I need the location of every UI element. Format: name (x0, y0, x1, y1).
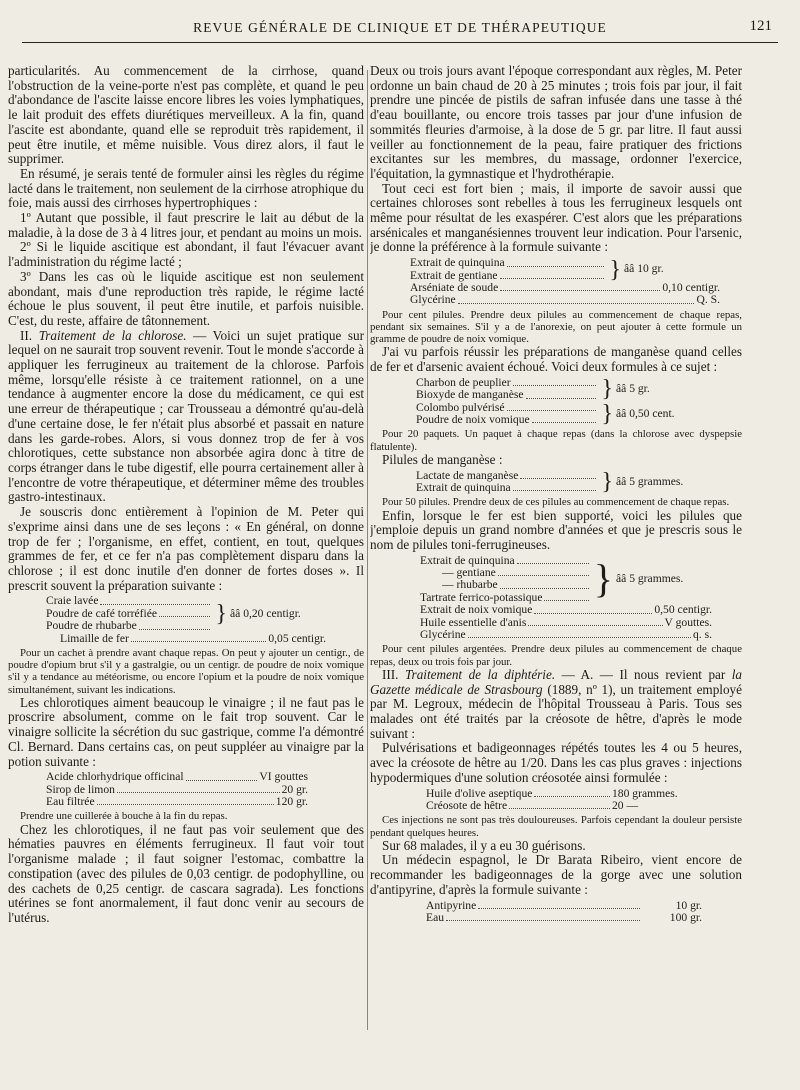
dose: V gouttes. (664, 615, 712, 629)
section-title: Traitement de la chlorose. (38, 327, 187, 343)
section-diphterie (370, 668, 742, 742)
footnote: Pour 50 pilules. Prendre deux de ces pilules au commencement de chaque repas. (382, 496, 730, 509)
dose: 0,05 centigr. (268, 631, 326, 645)
dose: 100 gr. (669, 910, 702, 924)
dose: ââ 5 grammes. (616, 474, 684, 488)
paragraph: Les chlorotiques aiment beaucoup le vinaigre ; il ne faut pas le proscrire absolument, comme on le fait trop souvent. Car le vinaigre sollicite la sécrétion du suc gastrique, comme l'a démontré Cl. Bernard. Dans certains cas, on peut suppléer au vinaigre par la potion suivante : (8, 694, 364, 769)
paragraph: Deux ou trois jours avant l'époque correspondant aux règles, M. Peter ordonne un bain chaud de 20 à 25 minutes ; trois fois par jour, il fait prendre une pincée de pistils de safran infusée dans une tasse à thé d'eau bouillante, ou encore trois tasses par jour d'une infusion de sommités fleuries d'armoise, à la dose de 5 gr. par litre. Il faut aussi veiller au fonctionnement de la peau, faire pratiquer des frictions excitantes sur les membres, du massage, ordonner l'exercice, l'équitation, la gymnastique et l'hydrothérapie. (370, 64, 742, 181)
footnote: Ces injections ne sont pas très douloureuses. Parfois cependant la douleur persiste pendant quelques heures. (370, 814, 742, 839)
ingredient: Extrait de quinquina (410, 257, 505, 270)
dose: ââ 10 gr. (624, 262, 664, 276)
footnote: Pour cent pilules. Prendre deux pilules au commencement de chaque repas, pendant six semaines. S'il y a de l'anorexie, on peut ajouter à cette formule un gramme de poudre de noix vomique. (370, 308, 742, 346)
section-number: III. (382, 666, 399, 682)
ingredient: Extrait de quinquina (420, 554, 515, 567)
paragraph: 2º Si le liquide ascitique est abondant, il faut l'évacuer avant l'administration du régime lacté ; (8, 239, 364, 270)
paragraph: J'ai vu parfois réussir les préparations de manganèse quand celles de fer et d'arsenic avaient échoué. Voici deux formules à ce sujet : (370, 344, 742, 375)
ingredient: Craie lavée (46, 595, 99, 608)
prescription-group (416, 470, 712, 495)
left-column (8, 64, 364, 926)
prescription-toni-ferrugineuses (420, 555, 712, 642)
prescription-group (410, 257, 720, 282)
dose: ââ 0,50 cent. (616, 406, 675, 420)
section-text: (1889, nº 1), un traitement employé par M. Legroux, médecin de l'hôpital Trousseau à Paris. Tous ses malades ont été traités par la créosote de hêtre, d'après le mode suivant : (370, 681, 742, 741)
ingredient: Colombo pulvérisé (416, 401, 505, 414)
ingredient: Créosote de hêtre (426, 799, 508, 812)
prescription-antipyrine (426, 900, 702, 925)
prescription-group (46, 595, 326, 632)
paragraph: Sur 68 malades, il y a eu 30 guérisons. (382, 837, 586, 853)
ingredient: Lactate de manganèse (416, 469, 519, 482)
dose: ââ 0,20 centigr. (230, 606, 301, 620)
paragraph: En résumé, je serais tenté de formuler ainsi les règles du régime lacté dans le traitement, non seulement de la cirrhose atrophique du foie, mais aussi des cirrhoses hypertrophiques : (8, 165, 364, 211)
section-text: — Voici un sujet pratique sur lequel on ne saurait trop souvent revenir. Tout le monde s'accorde à appliquer les ferrugineux au traitement de la chlorose. Parfois même, lorsqu'elle résiste à ce traitement rationnel, on a une tendance à augmenter encore la dose du médicament, ce qui est une erreur de thérapeutique ; car Trousseau a démontré qu'au-delà d'une certaine dose, le fer n'était plus absorbé et passait en nature dans les garde-robes. Alors, si vous donnez trop de fer à vos chlorotiques, cette substance non absorbée agira donc à titre de corps étranger dans le tube digestif, elle pourra certainement aller à l'encontre de votre thérapeutique, et déterminer même des troubles gastro-intestinaux. (8, 327, 364, 505)
ingredient: Huile d'olive aseptique (426, 787, 533, 800)
prescription-arsenic (410, 257, 720, 307)
ingredient: — gentiane (442, 567, 496, 580)
dose: 10 gr. (675, 898, 702, 912)
section-number: II. (20, 327, 33, 343)
paragraph: Un médecin espagnol, le Dr Barata Ribeiro, vient encore de recommander les badigeonnages de la gorge avec une solution d'antipyrine, d'après la formule suivante : (370, 852, 742, 897)
dose: 20 — (612, 798, 639, 812)
ingredient: Poudre de café torréfiée (46, 607, 158, 620)
paragraph: Je souscris donc entièrement à l'opinion de M. Peter qui s'exprime ainsi dans une de ses leçons : « En général, on donne trop de fer ; l'organisme, en effet, contient, en tout, quelques grammes de fer, et ce fer n'a pas complètement disparu dans la chlorose ; il est donc inutile d'en donner de fortes doses ». Il prescrit souvent la préparation suivante : (8, 504, 364, 593)
ingredient: Huile essentielle d'anis (420, 616, 527, 629)
ingredient: Extrait de quinquina (416, 481, 511, 494)
dose: ââ 5 grammes. (616, 572, 684, 586)
header-rule (22, 42, 778, 43)
section-chlorose (8, 329, 364, 505)
paragraph: Enfin, lorsque le fer est bien supporté, voici les pilules que j'emploie depuis un grand nombre d'années et que je prescris sous le nom de pilules toni-ferrugineuses. (370, 507, 742, 552)
ingredient: Poudre de noix vomique (416, 414, 530, 426)
dose: 120 gr. (275, 795, 308, 809)
ingredient: Glycérine (420, 629, 466, 642)
prescription-cachet (46, 595, 326, 645)
paragraph: Chez les chlorotiques, il ne faut pas voir seulement que des hématies pauvres en éléments ferrugineux. Il faut voir tout l'organisme malade ; il faut soigner l'estomac, combattre la constipation (avec des pilules de 0,03 centigr. de podophylline, ou des cachets de 0,25 centigr. de cascara sagrada). Les fonctions utérines se font anormalement, il faut donc venir au secours de l'utérus. (8, 821, 364, 925)
brace-symbol: } (215, 600, 227, 627)
footnote: Pour un cachet à prendre avant chaque repas. On peut y ajouter un centigr., de poudre d'opium brut s'il y a gastralgie, ou un centigr. de poudre de noix vomique s'il y a tendance au météorisme, ou encore l'opium et la poudre de noix vomique simultanément, suivant les indications. (8, 646, 364, 696)
footnote: Pour 20 paquets. Un paquet à chaque repas (dans la chlorose avec dyspepsie flatulente). (370, 428, 742, 453)
paragraph: particularités. Au commencement de la cirrhose, quand l'obstruction de la veine-porte n'est pas complète, et quand le peu d'abondance de l'ascite laisse encore libres les voies lymphatiques, le lait produit des effets diurétiques merveilleux. A la fin, quand l'ascite est abondante, quand elle se reproduit très rapidement, il peut être inutile, et même nuisible. Vous direz alors, il faut le supprimer. (8, 64, 364, 167)
dose: ââ 5 gr. (616, 381, 650, 395)
dose: q. s. (692, 628, 712, 642)
ingredient: Eau filtrée (46, 796, 95, 809)
prescription-manganese-powder (416, 377, 712, 427)
prescription-group (420, 555, 712, 605)
dose: 20 gr. (281, 782, 308, 796)
column-divider (367, 70, 368, 1030)
ingredient: Poudre de rhubarbe (46, 620, 137, 633)
ingredient: Extrait de gentiane (410, 269, 498, 282)
paragraph: Tout ceci est fort bien ; mais, il importe de savoir aussi que certaines chloroses sont rebelles à tous les ferrugineux lesquels ont même pour résultat de les exaspérer. C'est alors que les préparations arsénicales et manganésiennes trouvent leur indication. Pour l'arsenic, je donne la préférence à la formule suivante : (370, 180, 742, 255)
ingredient: Charbon de peuplier (416, 376, 511, 389)
dose: 0,50 centigr. (654, 603, 712, 617)
brace-symbol: } (601, 468, 613, 495)
prescription-group (416, 377, 712, 402)
brace-symbol: } (601, 376, 613, 403)
brace-symbol: } (601, 401, 613, 427)
ingredient: Antipyrine (426, 899, 477, 912)
section-text: — A. — Il nous revient par (561, 666, 726, 682)
prescription-potion (46, 771, 308, 808)
ingredient: — rhubarbe (442, 579, 498, 592)
journal-name: la Gazette médicale de Strasbourg (370, 666, 742, 697)
brace-symbol: } (593, 556, 613, 602)
dose: VI gouttes (259, 770, 308, 784)
right-column (370, 64, 742, 926)
ingredient: Acide chlorhydrique officinal (46, 771, 184, 784)
paragraph: 3º Dans les cas où le liquide ascitique est non seulement abondant, mais d'une reproduction très rapide, le régime lacté échoue le plus souvent, il peut être inutile, et parfois nuisible. C'est, du reste, affaire de tâtonnement. (8, 268, 364, 328)
prescription-manganese-pills (416, 470, 712, 495)
prescription-creosote (426, 788, 712, 813)
ingredient: Arséniate de soude (410, 281, 499, 294)
footnote: Pour cent pilules argentées. Prendre deux pilules au commencement de chaque repas, deux ou trois fois par jour. (370, 643, 742, 668)
paragraph: Pulvérisations et badigeonnages répétés toutes les 4 ou 5 heures, avec la créosote de hêtre au 1/20. Dans les cas plus graves : injections hypodermiques d'une solution créosotée ainsi formulée : (370, 740, 742, 785)
subheading: Pilules de manganèse : (382, 451, 503, 467)
ingredient: Bioxyde de manganèse (416, 389, 524, 402)
ingredient: Tartrate ferrico-potassique (420, 591, 543, 604)
page-number: 121 (749, 18, 772, 34)
ingredient: Extrait de noix vomique (420, 604, 533, 617)
paragraph: 1º Autant que possible, il faut prescrire le lait au début de la maladie, à la dose de 3 à 4 litres jour, et pendant au moins un mois. (8, 210, 364, 240)
journal-title: REVUE GÉNÉRALE DE CLINIQUE ET DE THÉRAPEUTIQUE (193, 20, 607, 35)
ingredient: Glycérine (410, 294, 456, 307)
dose: 180 grammes. (612, 786, 678, 800)
section-title: Traitement de la diphtérie. (404, 666, 556, 682)
running-header (22, 16, 778, 40)
ingredient: Eau (426, 911, 445, 924)
brace-symbol: } (609, 256, 621, 283)
prescription-group (416, 402, 712, 427)
dose: Q. S. (696, 293, 720, 307)
ingredient: Sirop de limon (46, 783, 115, 796)
dose: 0,10 centigr. (662, 280, 720, 294)
footnote: Prendre une cuillerée à bouche à la fin du repas. (20, 810, 228, 823)
ingredient: Limaille de fer (60, 632, 129, 645)
